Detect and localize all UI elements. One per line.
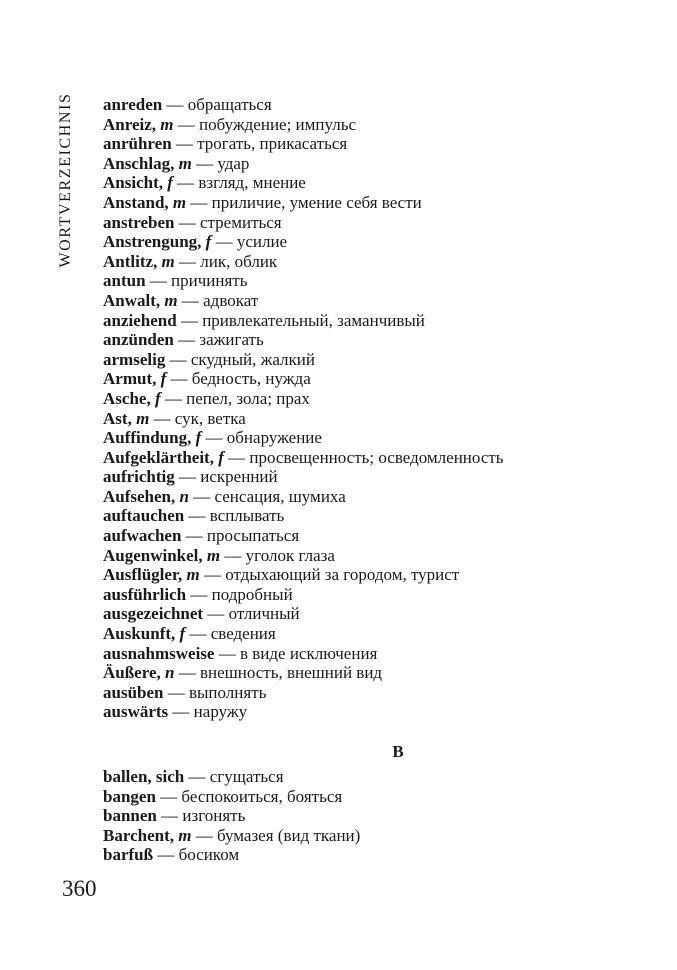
entry-headword: Anstand <box>103 192 165 212</box>
entry-translation: сведения <box>210 624 276 644</box>
entry-headword: Ansicht <box>103 173 159 193</box>
entry-gender: m <box>206 545 221 565</box>
dictionary-entry: Auskunft, f — сведения <box>103 624 276 644</box>
entry-translation: просыпаться <box>206 526 300 546</box>
entry-translation: взгляд, мнение <box>198 173 306 193</box>
entry-translation: усилие <box>236 232 288 252</box>
dictionary-entry: bangen — беспокоиться, бояться <box>103 786 343 806</box>
entry-gender: m <box>161 251 175 271</box>
entry-headword: ballen, sich <box>103 767 185 786</box>
dictionary-entry: aufwachen — просыпаться <box>103 526 300 546</box>
entry-translation: бумазея (вид ткани) <box>216 825 361 845</box>
dictionary-entry: armselig — скудный, жалкий <box>103 349 315 369</box>
dictionary-entry: Aufgeklärtheit, f — просвещенность; осведомленность <box>103 447 504 467</box>
entry-headword: bangen <box>103 786 156 806</box>
entry-translation: сгущаться <box>209 767 284 786</box>
section-b <box>103 742 663 865</box>
entry-translation: пепел, зола; прах <box>186 388 310 408</box>
dictionary-entry: ballen, sich — сгущаться <box>103 767 284 786</box>
dictionary-entry: anzünden — зажигать <box>103 330 264 350</box>
entry-translation: привлекательный, заманчивый <box>202 310 425 330</box>
entry-translation: удар <box>217 153 250 173</box>
dictionary-entry: auftauchen — всплывать <box>103 506 285 526</box>
entry-headword: Anwalt <box>103 290 156 310</box>
entry-headword: anziehend <box>103 310 177 330</box>
entry-gender: m <box>136 408 150 428</box>
entry-headword: aufwachen <box>103 526 182 546</box>
entry-translation: зажигать <box>199 330 264 350</box>
entry-headword: anreden <box>103 95 163 114</box>
entry-headword: Äußere <box>103 663 157 683</box>
dictionary-entry: anziehend — привлекательный, заманчивый <box>103 310 425 330</box>
entry-gender: n <box>179 486 189 506</box>
dictionary-entry: Augenwinkel, m — уголок глаза <box>103 545 335 565</box>
entry-gender: m <box>178 825 192 845</box>
entry-headword: anstreben <box>103 212 175 232</box>
entry-gender: m <box>186 565 200 585</box>
entry-translation: внешность, внешний вид <box>199 663 383 683</box>
entry-headword: auswärts <box>103 702 169 722</box>
entry-translation: скудный, жалкий <box>190 349 315 369</box>
dictionary-entry: Anstrengung, f — усилие <box>103 232 288 252</box>
entry-headword: Anstrengung <box>103 232 198 252</box>
entry-headword: Armut <box>103 369 153 389</box>
entry-headword: antun <box>103 271 146 291</box>
entry-translation: изгонять <box>182 806 246 826</box>
entry-headword: barfuß <box>103 845 154 865</box>
entry-gender: m <box>172 192 187 212</box>
entry-gender: f <box>160 369 167 389</box>
dictionary-entry: Asche, f — пепел, зола; прах <box>103 388 310 408</box>
entry-gender: f <box>179 624 186 644</box>
entry-headword: ausführlich <box>103 584 187 604</box>
entry-gender: f <box>154 388 161 408</box>
entry-headword: Ast <box>103 408 128 428</box>
entry-headword: ausgezeichnet <box>103 604 204 624</box>
entry-headword: Asche <box>103 388 147 408</box>
entry-translation: приличие, умение себя вести <box>211 192 422 212</box>
entry-translation: беспокоиться, бояться <box>181 786 343 806</box>
entry-headword: Auskunft <box>103 624 172 644</box>
dictionary-entry: Ansicht, f — взгляд, мнение <box>103 173 306 193</box>
entry-translation: всплывать <box>209 506 285 526</box>
dictionary-entry: Antlitz, m — лик, облик <box>103 251 278 271</box>
dictionary-entry: auswärts — наружу <box>103 702 248 722</box>
entry-translation: трогать, прикасаться <box>197 134 348 154</box>
dictionary-entry: Ausflügler, m — отдыхающий за городом, турист <box>103 565 460 585</box>
dictionary-entry: anrühren — трогать, прикасаться <box>103 134 348 154</box>
entry-headword: Auffindung <box>103 428 188 448</box>
entry-headword: ausüben <box>103 682 164 702</box>
entry-translation: лик, облик <box>200 251 278 271</box>
entry-translation: сук, ветка <box>174 408 246 428</box>
entry-translation: отличный <box>228 604 300 624</box>
entry-translation: просвещенность; осведомленность <box>249 447 504 467</box>
entry-translation: босиком <box>178 845 240 865</box>
dictionary-entry: ausführlich — подробный <box>103 584 293 604</box>
entry-headword: Anschlag <box>103 153 171 173</box>
entry-translation: сенсация, шумиха <box>214 486 346 506</box>
dictionary-entry: anstreben — стремиться <box>103 212 282 232</box>
entry-gender: f <box>167 173 173 193</box>
entry-gender: f <box>195 428 202 448</box>
entry-translation: подробный <box>211 584 293 604</box>
dictionary-entries-a <box>103 95 663 722</box>
dictionary-entry: Barchent, m — бумазея (вид ткани) <box>103 825 361 845</box>
dictionary-entries-b <box>103 767 663 865</box>
entry-headword: armselig <box>103 349 166 369</box>
dictionary-entry: Aufsehen, n — сенсация, шумиха <box>103 486 346 506</box>
section-heading: B <box>392 742 404 761</box>
dictionary-entry: ausnahmsweise — в виде исключения <box>103 643 378 663</box>
entry-headword: Antlitz <box>103 251 154 271</box>
entry-translation: побуждение; импульс <box>199 114 357 134</box>
dictionary-entry: ausüben — выполнять <box>103 682 267 702</box>
entry-translation: отдыхающий за городом, турист <box>225 565 460 585</box>
entry-translation: бедность, нужда <box>191 369 311 389</box>
entry-translation: стремиться <box>199 212 282 232</box>
entry-headword: aufrichtig <box>103 467 175 487</box>
entry-headword: Aufsehen <box>103 486 172 506</box>
entry-headword: anzünden <box>103 330 174 350</box>
dictionary-entry: bannen — изгонять <box>103 806 246 826</box>
entry-headword: Anreiz <box>103 114 152 134</box>
dictionary-entry: Armut, f — бедность, нужда <box>103 369 311 389</box>
entry-gender: f <box>205 232 212 252</box>
entry-translation: выполнять <box>188 682 267 702</box>
entry-headword: Ausflügler <box>103 565 178 585</box>
dictionary-entry: Anschlag, m — удар <box>103 153 250 173</box>
entry-translation: наружу <box>193 702 248 722</box>
entry-translation: обнаружение <box>226 428 322 448</box>
dictionary-entry: antun — причинять <box>103 271 248 291</box>
dictionary-entry: anreden — обращаться <box>103 95 272 114</box>
entry-headword: ausnahmsweise <box>103 643 215 663</box>
dictionary-entry: barfuß — босиком <box>103 845 240 865</box>
entry-headword: Barchent <box>103 825 170 845</box>
dictionary-entry: Anreiz, m — побуждение; импульс <box>103 114 357 134</box>
entry-gender: m <box>178 153 192 173</box>
entry-translation: причинять <box>171 271 248 291</box>
dictionary-entry: aufrichtig — искренний <box>103 467 278 487</box>
entry-gender: m <box>160 114 174 134</box>
side-label-text: WORTVERZEICHNIS <box>57 92 74 268</box>
entry-translation: в виде исключения <box>239 643 378 663</box>
entry-gender: m <box>164 290 178 310</box>
entry-translation: адвокат <box>203 290 259 310</box>
dictionary-entry: Auffindung, f — обнаружение <box>103 428 322 448</box>
dictionary-entry: Äußere, n — внешность, внешний вид <box>103 663 383 683</box>
entry-headword: anrühren <box>103 134 172 154</box>
entry-gender: n <box>165 663 175 683</box>
dictionary-entry: Anstand, m — приличие, умение себя вести <box>103 192 422 212</box>
dictionary-entry: Ast, m — сук, ветка <box>103 408 246 428</box>
dictionary-entry: Anwalt, m — адвокат <box>103 290 259 310</box>
entry-gender: f <box>218 447 224 467</box>
entry-headword: bannen <box>103 806 157 826</box>
dictionary-entry: ausgezeichnet — отличный <box>103 604 300 624</box>
entry-headword: Augenwinkel <box>103 545 199 565</box>
entry-headword: auftauchen <box>103 506 185 526</box>
entry-translation: уголок глаза <box>245 545 335 565</box>
entry-headword: Aufgeklärtheit <box>103 447 210 467</box>
entry-translation: обращаться <box>187 95 272 114</box>
page-number: 360 <box>62 876 97 901</box>
entry-translation: искренний <box>200 467 278 487</box>
